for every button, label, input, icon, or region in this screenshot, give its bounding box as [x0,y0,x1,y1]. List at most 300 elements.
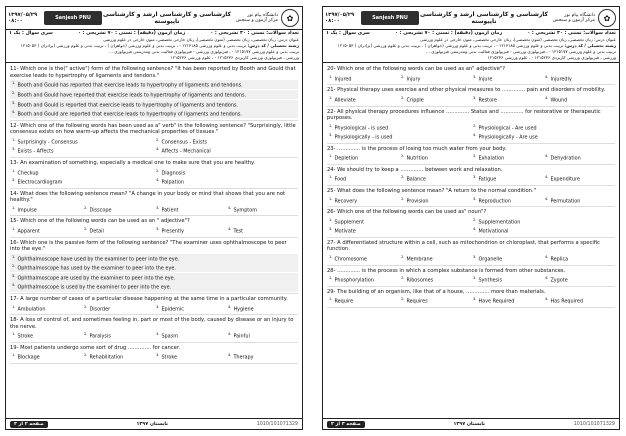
option-number: 4. [545,95,549,100]
option-text: Stroke [161,354,178,361]
question-item [327,87,615,106]
option-text: Stroke [17,333,34,340]
option-number: 1. [12,168,16,173]
answer-option [154,205,226,215]
option-number: 4. [545,196,549,201]
option-text: Hygiene [233,306,254,313]
question-stem: 16- Which one is the passive form of the following sentence? "The examiner uses ophthalmoscope to peer into the eye." [10,239,287,253]
option-text: Has Required [550,298,583,305]
answer-options [10,352,298,362]
answer-option [327,74,399,84]
question-divider [327,286,615,287]
question-divider [10,342,298,343]
option-number: 2. [401,297,405,302]
question-item [10,296,298,315]
answer-options [327,296,615,306]
answer-option [10,168,154,178]
option-number: 2. [473,217,477,222]
option-number: 3. [12,100,16,105]
answer-option [154,168,298,178]
answer-option [327,132,471,142]
answer-options [10,304,298,314]
answer-option [10,146,154,156]
option-number: 2. [84,353,88,358]
sheet-header [6,7,302,30]
course-title: عنوان درس: زبان تخصصی، زبان تخصصی (متون تخصصی)، زبان خارجی تخصصی، متون خارجی در علوم ورزشی [420,36,616,42]
question-divider [327,164,615,165]
option-text: Expenditure [550,177,581,184]
option-text: Exhalation [478,155,505,162]
option-number: 3. [156,332,160,337]
question-item [10,218,298,237]
field-line-3: ورزشی ، فیزیولوژی ورزشی کاربردی ۱۲۱۵۲۳۶ - ، علوم ورزشی ۱۲۱۵۲۳۶ [487,55,616,61]
option-text: Supplement [334,219,365,226]
question-stem: 15- Which one of the following words can be used as an " adjective"? [10,218,190,225]
answer-option [399,275,471,285]
exam-code: 1010/101071329 [256,421,298,427]
option-number: 1. [329,276,333,281]
option-number: 1. [12,353,16,358]
answer-option [327,217,471,227]
answer-option [226,331,298,341]
option-text: Injury [406,76,421,83]
option-text: Booth and Gould has reported that exercise leads to hypertrophy of ligaments and tendons. [17,82,243,89]
option-number: 1. [12,205,16,210]
option-number: 4. [473,227,477,232]
answer-option [471,132,615,142]
answer-option [154,352,226,362]
question-stem: 18- A loss of control of, and sometimes feeling in, part or most of the body, caused by disease or an injury to the nerve. [10,317,294,330]
option-text: Requires [406,298,428,305]
answer-option [327,95,399,105]
option-text: Ophthalmoscope have used by the examiner to peer into the eye. [17,256,180,263]
option-text: Detail [89,228,104,235]
option-text: Reproduction [478,198,511,205]
question-count: تعداد سوالات: تستی : ۳۰ تشریحی : ۰ [527,31,616,36]
brand-logo: Sanjesh PNU [361,11,419,25]
answer-option [10,177,154,187]
university-emblem-icon: ✿ [281,9,299,27]
question-item [327,167,615,186]
answer-option [154,226,226,236]
question-stem: 29- The building of an organism, like that of a house, .............. more than materials. [327,288,546,295]
answer-option [82,205,154,215]
answer-option [543,174,615,184]
field-line [326,43,616,49]
exam-date [323,12,359,24]
question-divider [10,188,298,189]
time-text: ۰۸:۰۰ [8,18,23,24]
option-number: 2. [401,154,405,159]
option-number: 4. [228,304,232,309]
option-text: Physiologically - Are use [478,134,538,141]
university-line2: مرکز آزمون و سنجش [235,18,278,23]
option-text: Painful [233,333,250,340]
option-number: 2. [12,90,16,95]
question-divider [327,307,615,308]
option-number: 1. [329,217,333,222]
answer-option [543,74,615,84]
answer-option [543,153,615,163]
exam-season: تابستان ۱۳۹۷ [136,421,168,427]
option-number: 4. [228,205,232,210]
question-list [6,63,302,364]
option-number: 4. [545,175,549,180]
question-stem: 26- Which one of the following words can be used as" noun"? [327,209,487,216]
option-text: Ophthalmoscope has used by the examiner to peer into the eye. [17,265,176,272]
answer-options [327,275,615,285]
answer-option [543,95,615,105]
option-text: Ophthalmoscope is used by the examiner to peer into the eye. [17,285,172,292]
option-text: Checkup [17,170,39,177]
option-number: 3. [473,175,477,180]
option-number: 1. [329,154,333,159]
option-text: Injured [334,76,352,83]
question-item [327,66,615,85]
option-text: Consensus - Exists [161,139,208,146]
field-line [9,43,299,49]
question-item [327,289,615,308]
option-number: 2. [84,304,88,309]
option-number: 1. [329,123,333,128]
answer-options [10,168,298,187]
option-text: Impulse [17,207,37,214]
option-number: 4. [12,110,16,115]
option-text: Booth and Gould are reported that exercise leads to hypertrophy of ligaments and tendons. [17,111,242,118]
answer-option [471,123,615,133]
date-text: ۱۳۹۷/۰۵/۲۹ [8,12,38,18]
option-text: Depletion [334,155,359,162]
answer-option [226,352,298,362]
answer-option [543,296,615,306]
university-emblem-icon: ✿ [598,9,616,27]
exam-sheet-page-2 [5,6,303,430]
answer-option [327,153,399,163]
question-item [10,191,298,217]
question-divider [327,143,615,144]
answer-options [327,153,615,163]
answer-option [327,123,471,133]
answer-option [10,273,298,282]
option-number: 1. [12,137,16,142]
answer-option [399,296,471,306]
option-number: 3. [473,254,477,259]
option-text: Therapy [233,354,254,361]
question-divider [327,206,615,207]
option-text: Disscope [89,207,112,214]
option-text: Surprisingly - Consensus [17,139,78,146]
answer-option [10,331,82,341]
option-text: Provision [406,198,429,205]
answer-options [10,226,298,236]
field-text: تربیت بدنی و علوم ورزشی ۱۲۱۳۱۸۵ - ، تربیت بدنی و علوم ورزشی (خواهران ) ، تربیت بدنی و علوم ورزشی (برادران ) ۱۲۱۵۰۵۳ [20,42,247,48]
exam-meta [323,30,619,63]
question-stem: 25- What does the following sentence mean? "A return to the normal condition." [327,188,537,195]
answer-option [399,254,471,264]
option-number: 4. [156,178,160,183]
sheet-footer [323,418,619,429]
field-label: رشته تحصیلی / کد درس: [564,42,616,48]
option-number: 4. [228,226,232,231]
answer-option [10,352,82,362]
answer-option [10,137,154,147]
question-stem: 20- Which one of the following words can be used as an" adjective"? [327,66,506,73]
answer-option [154,177,298,187]
option-text: Physiologically - is used [334,134,393,141]
question-stem: 11- Which one is the(" active") form of the following sentence? "It has been reported by Booth and Gould that exercise leads to hypertrophy of ligaments and tendons." [10,66,296,79]
answer-option [471,74,543,84]
question-item [10,160,298,189]
answer-option [399,74,471,84]
option-number: 1. [329,196,333,201]
answer-option [471,95,543,105]
answer-option [471,196,543,206]
option-text: Rehabilitation [89,354,124,361]
page-number: صفحه ۳ از ۳ [327,421,365,428]
exam-sheet-page-3 [322,6,620,430]
answer-options [327,123,615,142]
option-number: 1. [329,95,333,100]
option-text: Symptom [233,207,257,214]
option-text: Ambulation [17,306,46,313]
option-text: Booth and Gould have reported that exercise leads to hypertrophy of ligaments and tendons. [17,92,247,99]
option-text: Ophthalmoscope are used by the examiner to peer into the eye. [17,275,176,282]
university-name [549,13,595,24]
option-text: Restore [478,97,497,104]
answer-option [10,90,298,99]
exam-meta [6,30,302,63]
question-stem: 17- A large number of cases of a particular disease happening at the same time in a particular community. [10,296,288,303]
option-number: 2. [401,175,405,180]
question-item [10,317,298,343]
option-number: 3. [156,205,160,210]
option-text: Nutrition [406,155,428,162]
option-number: 1. [329,175,333,180]
answer-option [10,80,298,89]
answer-options [327,74,615,84]
option-text: Apparent [17,228,40,235]
answer-options [10,331,298,341]
answer-option [10,100,298,109]
option-number: 2. [401,276,405,281]
option-number: 4. [473,133,477,138]
question-list [323,63,619,308]
question-divider [327,185,615,186]
answer-option [471,153,543,163]
answer-option [399,196,471,206]
option-text: Injure [478,76,493,83]
option-number: 3. [156,353,160,358]
option-text: Balance [406,177,426,184]
option-number: 4. [545,276,549,281]
option-text: Wound [550,97,568,104]
answer-option [10,282,298,291]
option-number: 2. [401,95,405,100]
answer-options [327,254,615,264]
option-number: 3. [473,74,477,79]
question-count: تعداد سوالات: تستی : ۳۰ تشریحی : ۰ [210,31,299,36]
option-text: Chromosome [334,256,367,263]
meta-row [9,31,299,36]
answer-option [471,226,615,236]
brand-logo: Sanjesh PNU [44,11,102,25]
option-number: 2. [401,254,405,259]
answer-option [226,304,298,314]
course-title: عنوان درس: زبان تخصصی، زبان تخصصی (متون تخصصی)، زبان خارجی تخصصی، متون خارجی در علوم ورزشی [103,36,299,42]
answer-option [327,196,399,206]
question-item [10,66,298,121]
question-stem: 24- We should try to keep a .............. between work and relaxation. [327,166,503,173]
option-number: 4. [545,254,549,259]
answer-option [82,331,154,341]
option-number: 2. [12,264,16,269]
option-number: 4. [12,283,16,288]
answer-option [471,296,543,306]
option-number: 2. [156,168,160,173]
option-text: Patient [161,207,179,214]
answer-option [471,217,615,227]
question-divider [327,106,615,107]
option-text: Phosphorylation [334,277,374,284]
question-series: سری سوال : یک ۱ [9,31,53,36]
question-divider [10,314,298,315]
answer-option [10,109,298,118]
option-number: 4. [545,74,549,79]
answer-options [10,205,298,215]
option-text: Affects - Mechanical [161,149,211,156]
option-text: Motivational [478,228,509,235]
question-stem: 12- Which one of the following words has been used as a" verb" in the following sentence? "Surprisingly, little consensus exists on how warm-up affects the mechanical properties of tissues." [10,122,296,136]
answer-option [327,254,399,264]
question-divider [327,84,615,85]
field-line-2: تربیت بدنی و علوم ورزشی ۱۲۱۵۱۷۷ - ، فیزیولوژی ورزشی - فیزیولوژی فعالیت بدنی وتندرستی فیزیولوژی ... [425,48,616,54]
question-divider [327,237,615,238]
option-number: 3. [156,226,160,231]
exam-code: 1010/101071329 [573,421,615,427]
question-stem: 28- .............. is the process in which a complex substance is formed from other substances. [327,267,566,274]
option-number: 2. [401,74,405,79]
option-text: Have Required [478,298,515,305]
answer-options [327,174,615,184]
option-number: 3. [12,273,16,278]
answer-option [543,254,615,264]
university-line1: دانشگاه پیام نور [247,12,278,18]
option-number: 3. [473,154,477,159]
answer-option [327,226,471,236]
answer-option [399,95,471,105]
exam-title: کارشناسی و کارشناسی ارشد و کارشناسی ناپیوسته [102,11,232,25]
option-text: Ribosomes [406,277,434,284]
option-number: 3. [156,304,160,309]
answer-option [327,296,399,306]
option-text: Cripple [406,97,424,104]
answer-option [399,174,471,184]
answer-option [471,275,543,285]
question-divider [10,215,298,216]
question-item [10,123,298,158]
answer-option [82,226,154,236]
option-number: 2. [401,196,405,201]
field-line-2: تربیت بدنی و علوم ورزشی ۱۲۱۵۱۷۷ - ، فیزیولوژی ورزشی - فیزیولوژی فعالیت بدنی وتندرستی فیزیولوژی ... [108,48,299,54]
question-item [327,146,615,165]
question-divider [10,363,298,364]
option-number: 4. [156,147,160,152]
question-item [327,209,615,238]
answer-option [471,254,543,264]
option-number: 2. [84,332,88,337]
option-text: Electrocardiogram [17,179,63,186]
answer-option [226,226,298,236]
option-text: Membrane [406,256,433,263]
answer-option [543,196,615,206]
option-number: 3. [473,297,477,302]
sheet-footer [6,418,302,429]
field-text: تربیت بدنی و علوم ورزشی ۱۲۱۳۱۸۵ - ، تربیت بدنی و علوم ورزشی (خواهران ) ، تربیت بدنی و علوم ورزشی (برادران ) ۱۲۱۵۰۵۳ [337,42,564,48]
meta-row [326,31,616,36]
question-stem: 19- Most patients undergo some sort of drug .............. for cancer. [10,344,181,351]
option-text: Require [334,298,354,305]
option-number: 1. [329,74,333,79]
option-number: 3. [329,227,333,232]
answer-option [10,205,82,215]
answer-options [10,254,298,293]
answer-options [327,196,615,206]
answer-option [10,226,82,236]
question-stem: 14- What does the following sentence mean? "A change in your body or mind that shows that you are not healthy." [10,190,286,204]
answer-option [543,275,615,285]
university-name [232,13,278,24]
option-number: 3. [473,95,477,100]
option-number: 1. [12,81,16,86]
option-text: Diagnosis [161,170,186,177]
option-number: 4. [545,154,549,159]
option-number: 4. [545,297,549,302]
exam-season: تابستان ۱۳۹۷ [453,421,485,427]
option-text: Zygote [550,277,568,284]
field-line-3: ورزشی ، فیزیولوژی ورزشی کاربردی ۱۲۱۵۲۳۶ - ، علوم ورزشی ۱۲۱۵۲۳۶ [170,55,299,61]
question-divider [10,293,298,294]
option-text: Epidemic [161,306,184,313]
answer-option [82,352,154,362]
option-text: Spasm [161,333,178,340]
option-number: 3. [12,147,16,152]
option-number: 3. [473,196,477,201]
option-number: 4. [228,353,232,358]
page-number: صفحه ۲ از ۳ [10,421,48,428]
option-text: Injuredly [550,76,572,83]
option-text: Motivate [334,228,356,235]
question-item [10,345,298,364]
option-number: 1. [12,226,16,231]
question-stem: 13- An examination of something, especially a medical one to make sure that you are healthy. [10,160,255,167]
option-text: Organelle [478,256,503,263]
question-stem: 22- All physical therapy procedures influence .............. Status and .............. for restorative or therapeutic purposes. [327,108,601,122]
answer-options [327,95,615,105]
option-text: Food [334,177,347,184]
question-divider [10,157,298,158]
option-text: Test [233,228,244,235]
option-number: 1. [12,254,16,259]
answer-option [10,254,298,263]
answer-option [327,275,399,285]
field-label: رشته تحصیلی / کد درس: [247,42,299,48]
question-stem: 23- .............. is the process of losing too much water from your body. [327,145,507,152]
answer-option [226,205,298,215]
university-line2: مرکز آزمون و سنجش [552,18,595,23]
answer-option [471,174,543,184]
question-divider [327,265,615,266]
option-number: 2. [156,137,160,142]
